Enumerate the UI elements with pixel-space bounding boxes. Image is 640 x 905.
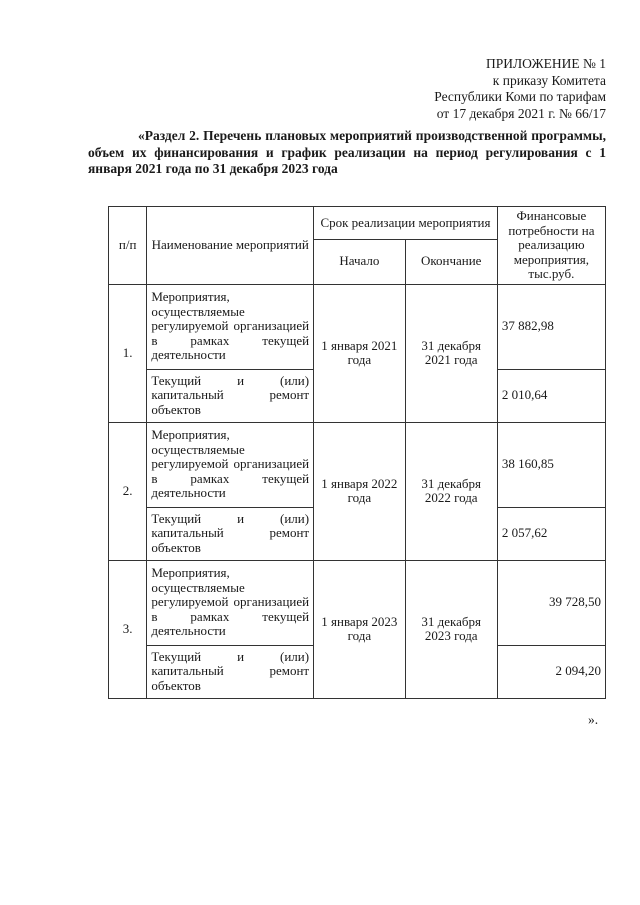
repair-finance: 2 010,64 bbox=[497, 369, 605, 422]
end-date: 31 декабря 2021 года bbox=[405, 284, 497, 422]
header-name: Наименование мероприятий bbox=[147, 207, 314, 285]
header-num: п/п bbox=[109, 207, 147, 285]
end-date: 31 декабря 2022 года bbox=[405, 422, 497, 560]
appendix-number: ПРИЛОЖЕНИЕ № 1 bbox=[485, 56, 606, 71]
event-name: Мероприятия, осуществляемые регулируемой организацией в рамках текущей деятельности bbox=[147, 284, 314, 369]
order-reference: к приказу Комитета bbox=[492, 72, 606, 88]
header-end: Окончание bbox=[405, 239, 497, 284]
header-start: Начало bbox=[314, 239, 406, 284]
header-finance: Финансовые потребности на реализацию мероприятия, тыс.руб. bbox=[497, 207, 605, 285]
event-finance: 38 160,85 bbox=[497, 422, 605, 507]
row-number: 1. bbox=[109, 284, 147, 422]
start-date: 1 января 2022 года bbox=[314, 422, 406, 560]
repair-name: Текущий и (или) капитальный ремонт объектов bbox=[147, 645, 314, 698]
row-number: 3. bbox=[109, 560, 147, 698]
start-date: 1 января 2021 года bbox=[314, 284, 406, 422]
section-title: «Раздел 2. Перечень плановых мероприятий производственной программы, объем их финансирования и график реализации на период регулирования с 1 января 2021 года по 31 декабря 2023 года bbox=[88, 128, 606, 176]
event-name: Мероприятия, осуществляемые регулируемой организацией в рамках текущей деятельности bbox=[147, 560, 314, 645]
events-table bbox=[108, 206, 606, 699]
table-row bbox=[109, 560, 606, 645]
event-finance: 39 728,50 bbox=[497, 560, 605, 645]
repair-name: Текущий и (или) капитальный ремонт объектов bbox=[147, 507, 314, 560]
table-row bbox=[109, 422, 606, 507]
table-header-row bbox=[109, 207, 606, 240]
event-name: Мероприятия, осуществляемые регулируемой организацией в рамках текущей деятельности bbox=[147, 422, 314, 507]
event-finance: 37 882,98 bbox=[497, 284, 605, 369]
order-date: от 17 декабря 2021 г. № 66/17 bbox=[436, 105, 606, 121]
end-date: 31 декабря 2023 года bbox=[405, 560, 497, 698]
row-number: 2. bbox=[109, 422, 147, 560]
table-row bbox=[109, 284, 606, 369]
appendix-header bbox=[434, 56, 606, 122]
start-date: 1 января 2023 года bbox=[314, 560, 406, 698]
repair-finance: 2 094,20 bbox=[497, 645, 605, 698]
repair-finance: 2 057,62 bbox=[497, 507, 605, 560]
repair-name: Текущий и (или) капитальный ремонт объектов bbox=[147, 369, 314, 422]
header-period: Срок реализации мероприятия bbox=[314, 207, 498, 240]
committee-name: Республики Коми по тарифам bbox=[434, 89, 606, 104]
closing-quote: ». bbox=[588, 712, 599, 727]
